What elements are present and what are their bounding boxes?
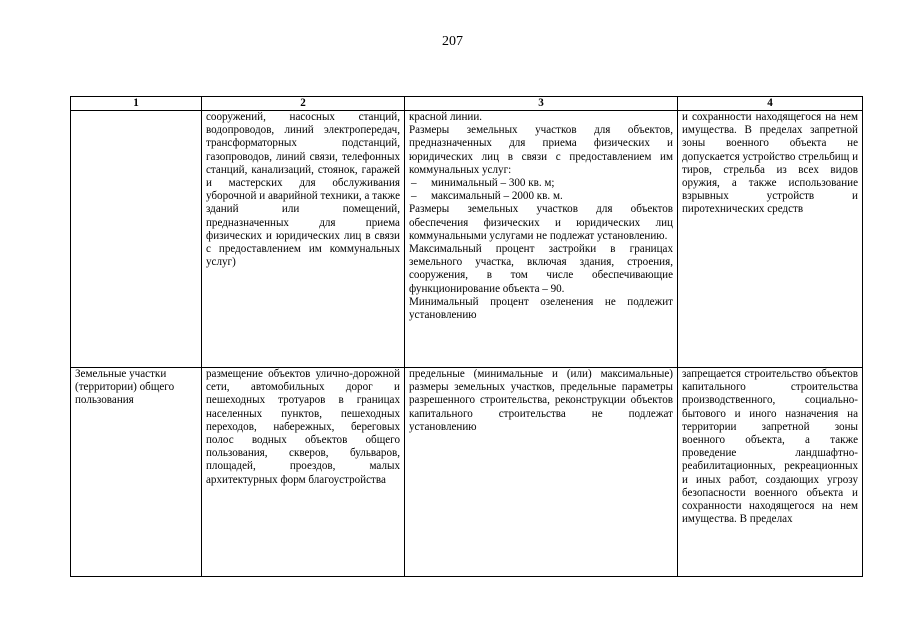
- row1-zone-name: [71, 111, 202, 368]
- list-item: – максимальный – 2000 кв. м.: [409, 190, 673, 203]
- column-header-1: 1: [71, 97, 202, 111]
- zoning-table: [70, 96, 863, 577]
- row1-parameters-text-5: Минимальный процент озеленения не подлежит установлению: [409, 295, 673, 322]
- row1-parameters-text-4: Максимальный процент застройки в границах земельного участка, включая здания, строения, сооружения, в том числе обеспечивающие функционирование объекта – 90.: [409, 243, 673, 295]
- row2-parameters: предельные (минимальные и (или) максимальные) размеры земельных участков, предельные параметры разрешенного строительства, реконструкции объектов капитального строительства не подлежат установлению: [405, 368, 678, 577]
- page-number: 207: [442, 34, 463, 49]
- column-header-3: 3: [405, 97, 678, 111]
- row1-size-list: [409, 177, 673, 203]
- column-header-4: 4: [678, 97, 863, 111]
- table-row: [71, 368, 863, 577]
- column-header-2: 2: [202, 97, 405, 111]
- row1-parameters: [405, 111, 678, 368]
- table-header-row: [71, 97, 863, 111]
- row2-zone-name: Земельные участки (территории) общего пользования: [71, 368, 202, 577]
- row1-parameters-text-3: Размеры земельных участков для объектов обеспечения физических и юридических лиц коммунальными услугами не подлежат установлению.: [409, 203, 673, 242]
- row1-parameters-text-1: красной линии.: [409, 111, 483, 123]
- table-row: [71, 111, 863, 368]
- row1-permitted-uses: сооружений, насосных станций, водопроводов, линий электропередач, трансформаторных подстанций, газопроводов, линий связи, телефонных станций, канализаций, стоянок, гаражей и мастерских для обслуживания уборочной и аварийной техники, а также зданий или помещений, предназначенных для приема физических и юридических лиц в связи с предоставлением им коммунальных услуг): [202, 111, 405, 368]
- row1-parameters-text-2: Размеры земельных участков для объектов, предназначенных для приема физических и юридических лиц в связи с предоставлением им коммунальных услуг:: [409, 124, 673, 176]
- list-item: – минимальный – 300 кв. м;: [409, 177, 673, 190]
- row1-restrictions: и сохранности находящегося на нем имущества. В пределах запретной зоны военного объекта не допускается устройство стрельбищ и тиров, стрельба из всех видов оружия, а также использование взрывных устройств и пиротехнических средств: [678, 111, 863, 368]
- row2-permitted-uses: размещение объектов улично-дорожной сети, автомобильных дорог и пешеходных тротуаров в границах населенных пунктов, пешеходных переходов, набережных, береговых полос водных объектов общего пользования, скверов, бульваров, площадей, проездов, малых архитектурных форм благоустройства: [202, 368, 405, 577]
- row2-restrictions: запрещается строительство объектов капитального строительства производственного, социально-бытового и иного назначения на территории запретной зоны военного объекта, а также проведение ландшафтно-реабилитационных, рекреационных и иных работ, создающих угрозу безопасности военного объекта и сохранности находящегося на нем имущества. В пределах: [678, 368, 863, 577]
